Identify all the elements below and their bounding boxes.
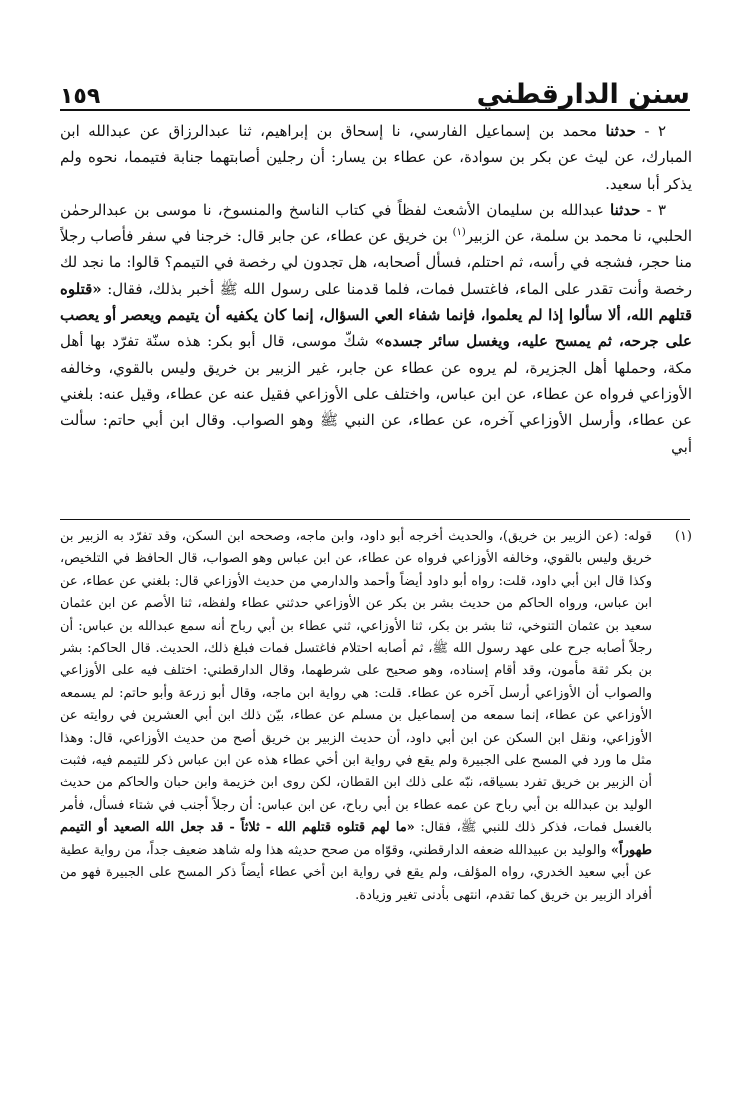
footnote-quote: «ما لهم قتلوه قتلهم الله - ثلاثاً - قد جعل الله الصعيد أو التيمم طهوراً» bbox=[60, 820, 652, 858]
footnote-body: قوله: (عن الزبير بن خريق)، والحديث أخرجه أبو داود، وابن ماجه، وصححه ابن السكن، وقد تفرّد به الزبير بن خريق وليس بالقوي، وخالفه الأوزاعي فرواه عن عطاء، عن ابن عباس وهو الصواب، قال الحافظ في التلخيص، وكذا قال ابن أبي داود، قلت: رواه أبو داود أيضاً وأحمد والدارمي من حديث الأوزاعي قال: بلغني عن عطاء، عن ابن عباس، ورواه الحاكم من حديث بشر بن بكر عن الأوزاعي حدثني عطاء ولفظه، ثنا الأصم عن ابن عثمان سعيد بن عثمان التنوخي، ثنا بشر بن بكر، ثنا الأوزاعي، ثني عطاء بن أبي رباح أنه سمع عبدالله بن عباس: أن رجلاً أصابه جرح على عهد رسول الله ﷺ، ثم أصابه احتلام فاغتسل فمات فبلغ ذلك، الحديث. قال الحاكم: بشر بن بكر ثقة مأمون، وقد أقام إسناده، وهو صحيح على شرطهما، وقال الدارقطني: اختلف فيه على الأوزاعي والصواب أن الأوزاعي أرسل آخره عن عطاء. قلت: هي رواية ابن ماجه، وقال أبو زرعة وأبو حاتم: لم يسمعه الأوزاعي عن عطاء، إنما سمعه من إسماعيل بن مسلم عن عطاء، بيّن ذلك ابن أبي العشرين في روايته عن الأوزاعي، ونقل ابن السكن عن ابن أبي داود، أن حديث الزبير بن خريق أصح من حديث الأوزاعي، قال: وهذا مثل ما ورد في المسح على الجبيرة ولم يقع في رواية ابن أخي عطاء هذه عن ابن عباس ذكر للتيمم فيه، فثبت أن الزبير بن خريق تفرد بسياقه، نبّه على ذلك ابن القطان، لكن روى ابن خزيمة وابن حبان والحاكم من حديث الوليد بن عبدالله بن أبي رباح عن عمه عطاء بن أبي رباح، عن ابن عباس: أن رجلاً أجنب في شتاء فسأل، فأمر بالغسل فمات، فذكر ذلك للنبي ﷺ، فقال: bbox=[60, 529, 652, 836]
footnote-body-end: والوليد بن عبيدالله ضعفه الدارقطني، وقوّاه من صحح حديثه هذا وله شاهد ضعيف جداً، من رواية عطية عن أبي سعيد الخدري، رواه المؤلف، ولم يقع في رواية ابن أخي عطاء أيضاً ذكر المسح على الجبيرة فهو من أفراد الزبير بن خريق كما تقدم، انتهى بأدنى تغير وزيادة. bbox=[60, 842, 652, 903]
running-header bbox=[60, 62, 690, 108]
book-title: سنن الدارقطني bbox=[476, 79, 690, 110]
footnote-rule bbox=[60, 519, 690, 520]
hadith-lead: حدثنا bbox=[610, 200, 641, 219]
hadith-number: ٣ - bbox=[640, 200, 667, 219]
hadith-text: بن خريق عن عطاء، عن جابر قال: خرجنا في سفر فأصاب رجلاً منا حجر، فشجه في رأسه، ثم احتلم، فسأل أصحابه، هل تجدون لي رخصة في التيمم؟ قالوا: ما نجد لك رخصة وأنت تقدر على الماء، فاغتسل فمات، فلما قدمنا على رسول الله ﷺ أخبر بذلك، فقال: bbox=[60, 227, 692, 298]
prophetic-quote: «قتلوه قتلهم الله، ألا سألوا إذا لم يعلموا، فإنما شفاء العي السؤال، إنما كان يكفيه أن يتيمم ويعصر أو يعصب على جرحه، ثم يمسح عليه، ويغسل سائر جسده» bbox=[60, 279, 692, 351]
hadith-commentary: شكّ موسى، قال أبو بكر: هذه سنّة تفرّد بها أهل مكة، وحملها أهل الجزيرة، لم يروه عن عطاء عن جابر، غير الزبير بن خريق وليس بالقوي، وخالفه الأوزاعي فرواه عن عطاء، عن ابن عباس، واختلف على الأوزاعي فقيل عنه عن عطاء، وقيل عنه: بلغني عن عطاء، وأرسل الأوزاعي آخره، عن عطاء، عن النبي ﷺ وهو الصواب. وقال ابن أبي حاتم: سألت أبي bbox=[60, 332, 692, 456]
page-number: ١٥٩ bbox=[60, 84, 101, 109]
footnote-marker: (١) bbox=[674, 529, 692, 544]
main-text bbox=[60, 118, 692, 508]
footnote-text bbox=[60, 526, 652, 907]
hadith-2 bbox=[60, 118, 692, 197]
footnotes bbox=[60, 526, 692, 1046]
hadith-lead: حدثنا bbox=[605, 122, 636, 140]
hadith-number: ٢ - bbox=[635, 122, 666, 140]
hadith-3 bbox=[60, 197, 692, 460]
footnote-reference[interactable]: (١) bbox=[452, 227, 466, 239]
hadith-text: محمد بن إسماعيل الفارسي، نا إسحاق بن إبراهيم، ثنا عبدالرزاق عن عبدالله ابن المبارك، عن ليث عن بكر بن سوادة، عن عطاء بن يسار: أن رجلين أصابتهما جنابة فتيمما، نحوه ولم يذكر أبا سعيد. bbox=[60, 122, 692, 193]
hadith-text: عبدالله بن سليمان الأشعث لفظاً في كتاب الناسخ والمنسوخ، نا موسى بن عبدالرحمٰن الحلبي، نا محمد بن سلمة، عن الزبير bbox=[60, 200, 692, 246]
header-rule bbox=[60, 109, 690, 111]
footnote-1 bbox=[60, 526, 692, 907]
